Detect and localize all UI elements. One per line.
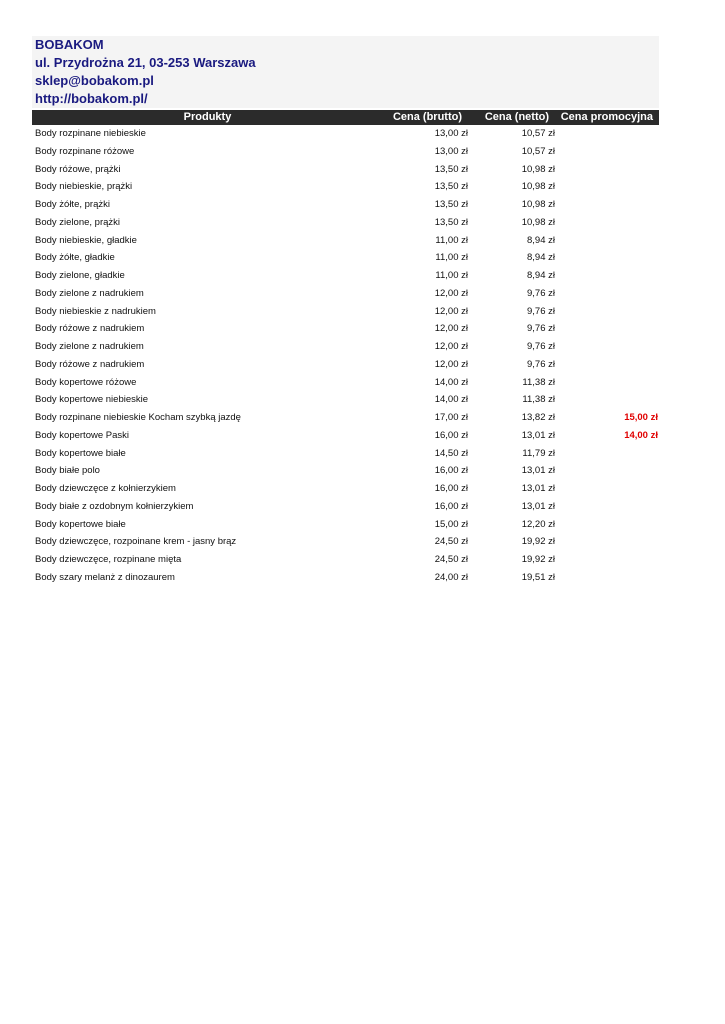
product-name: Body niebieskie z nadrukiem <box>35 305 156 317</box>
price-promo <box>555 374 659 392</box>
price-netto: 19,92 zł <box>521 536 555 548</box>
price-promo <box>555 232 659 250</box>
table-body <box>32 125 659 587</box>
price-netto: 10,98 zł <box>521 163 555 175</box>
price-brutto: 12,00 zł <box>434 341 468 352</box>
company-email[interactable]: sklep@bobakom.pl <box>32 72 659 90</box>
table-row <box>32 320 659 338</box>
product-name: Body zielone z nadrukiem <box>35 341 144 352</box>
price-brutto: 24,00 zł <box>434 571 468 583</box>
product-name: Body kopertowe różowe <box>35 376 137 388</box>
product-name: Body dziewczęce, rozpinane mięta <box>35 554 182 565</box>
price-netto: 10,98 zł <box>521 199 555 210</box>
price-promo: 14,00 zł <box>624 429 658 441</box>
price-netto: 11,38 zł <box>522 394 555 406</box>
table-row <box>32 214 659 232</box>
table-row <box>32 409 659 427</box>
price-netto: 10,57 zł <box>521 128 555 139</box>
price-promo <box>555 196 659 214</box>
price-promo <box>555 249 659 267</box>
table-header <box>32 110 659 125</box>
table-row <box>32 196 659 214</box>
table-row <box>32 267 659 285</box>
product-name: Body zielone, gładkie <box>35 270 125 281</box>
price-brutto: 16,00 zł <box>434 465 468 477</box>
table-row <box>32 178 659 196</box>
price-promo <box>555 125 659 143</box>
price-promo <box>555 445 659 463</box>
table-row <box>32 427 659 445</box>
product-name: Body kopertowe niebieskie <box>35 394 149 406</box>
price-promo <box>555 303 659 321</box>
price-brutto: 16,00 zł <box>434 483 468 494</box>
header-netto: Cena (netto) <box>484 111 549 123</box>
price-promo <box>555 516 659 534</box>
price-list <box>32 36 659 587</box>
table-row <box>32 285 659 303</box>
table-row <box>32 374 659 392</box>
price-brutto: 13,50 zł <box>434 199 468 210</box>
product-name: Body różowe z nadrukiem <box>35 358 145 370</box>
price-brutto: 13,50 zł <box>434 163 468 175</box>
price-netto: 13,82 zł <box>521 412 555 423</box>
price-promo <box>555 320 659 338</box>
price-brutto: 11,00 zł <box>435 252 468 264</box>
price-netto: 13,01 zł <box>521 483 555 494</box>
product-name: Body kopertowe białe <box>35 447 126 459</box>
table-row <box>32 391 659 409</box>
price-brutto: 12,00 zł <box>434 305 468 317</box>
table-row <box>32 533 659 551</box>
price-brutto: 16,00 zł <box>434 500 468 512</box>
price-netto: 10,57 zł <box>521 145 555 157</box>
table-row <box>32 551 659 569</box>
header-product: Produkty <box>183 111 232 123</box>
table-row <box>32 125 659 143</box>
price-netto: 10,98 zł <box>521 216 555 228</box>
product-name: Body szary melanż z dinozaurem <box>35 571 175 583</box>
price-netto: 8,94 zł <box>527 252 555 264</box>
product-name: Body żółte, gładkie <box>35 252 115 264</box>
price-promo <box>555 533 659 551</box>
product-name: Body zielone z nadrukiem <box>35 287 144 299</box>
price-brutto: 12,00 zł <box>434 287 468 299</box>
price-promo <box>555 338 659 356</box>
price-brutto: 12,00 zł <box>434 358 468 370</box>
price-promo <box>555 267 659 285</box>
price-promo <box>555 569 659 587</box>
price-brutto: 14,50 zł <box>434 447 468 459</box>
company-url[interactable]: http://bobakom.pl/ <box>32 90 659 108</box>
price-brutto: 16,00 zł <box>434 429 468 441</box>
price-netto: 9,76 zł <box>527 305 555 317</box>
price-netto: 8,94 zł <box>527 270 555 281</box>
price-brutto: 24,50 zł <box>434 536 468 548</box>
price-promo <box>555 285 659 303</box>
table-row <box>32 303 659 321</box>
price-promo <box>555 356 659 374</box>
price-brutto: 17,00 zł <box>434 412 468 423</box>
product-name: Body niebieskie, prążki <box>35 181 133 193</box>
price-promo: 15,00 zł <box>624 412 658 423</box>
product-name: Body żółte, prążki <box>35 199 110 210</box>
product-name: Body dziewczęce, rozpoinane krem - jasny brąz <box>35 536 237 548</box>
product-name: Body rozpinane niebieskie Kocham szybką jazdę <box>35 412 241 423</box>
price-promo <box>555 391 659 409</box>
product-name: Body rozpinane niebieskie <box>35 128 146 139</box>
price-netto: 9,76 zł <box>527 323 555 335</box>
price-brutto: 13,00 zł <box>434 145 468 157</box>
price-netto: 11,79 zł <box>522 447 555 459</box>
table-row <box>32 249 659 267</box>
price-promo <box>555 480 659 498</box>
price-netto: 11,38 zł <box>522 376 555 388</box>
product-name: Body kopertowe Paski <box>35 429 129 441</box>
price-brutto: 11,00 zł <box>435 234 468 246</box>
company-address: ul. Przydrożna 21, 03-253 Warszawa <box>32 54 659 72</box>
price-brutto: 13,50 zł <box>434 216 468 228</box>
table-row <box>32 498 659 516</box>
product-name: Body niebieskie, gładkie <box>35 234 137 246</box>
product-name: Body zielone, prążki <box>35 216 121 228</box>
product-name: Body białe polo <box>35 465 100 477</box>
price-brutto: 14,00 zł <box>434 394 468 406</box>
product-name: Body kopertowe białe <box>35 518 126 530</box>
table-row <box>32 445 659 463</box>
price-netto: 9,76 zł <box>527 358 555 370</box>
price-promo <box>555 143 659 161</box>
product-name: Body dziewczęce z kołnierzykiem <box>35 483 176 494</box>
price-promo <box>555 551 659 569</box>
table-row <box>32 462 659 480</box>
price-netto: 13,01 zł <box>521 500 555 512</box>
price-promo <box>555 498 659 516</box>
table-row <box>32 356 659 374</box>
price-brutto: 13,50 zł <box>434 181 468 193</box>
price-promo <box>555 161 659 179</box>
table-row <box>32 516 659 534</box>
company-name: BOBAKOM <box>32 36 659 54</box>
table-row <box>32 480 659 498</box>
price-netto: 10,98 zł <box>521 181 555 193</box>
price-netto: 9,76 zł <box>527 341 555 352</box>
price-netto: 13,01 zł <box>521 465 555 477</box>
price-netto: 19,92 zł <box>521 554 555 565</box>
table-row <box>32 161 659 179</box>
product-name: Body białe z ozdobnym kołnierzykiem <box>35 500 194 512</box>
table-row <box>32 569 659 587</box>
price-promo <box>555 214 659 232</box>
product-name: Body różowe z nadrukiem <box>35 323 145 335</box>
table-row <box>32 338 659 356</box>
price-brutto: 12,00 zł <box>434 323 468 335</box>
header-brutto: Cena (brutto) <box>392 111 462 123</box>
table-row <box>32 232 659 250</box>
price-netto: 8,94 zł <box>527 234 555 246</box>
price-brutto: 13,00 zł <box>434 128 468 139</box>
price-brutto: 11,00 zł <box>435 270 468 281</box>
header-promo: Cena promocyjna <box>560 111 653 123</box>
product-name: Body rozpinane różowe <box>35 145 135 157</box>
price-netto: 19,51 zł <box>521 571 555 583</box>
price-netto: 12,20 zł <box>521 518 555 530</box>
price-brutto: 14,00 zł <box>434 376 468 388</box>
price-netto: 9,76 zł <box>527 287 555 299</box>
price-brutto: 15,00 zł <box>434 518 468 530</box>
product-name: Body różowe, prążki <box>35 163 121 175</box>
price-promo <box>555 178 659 196</box>
price-promo <box>555 462 659 480</box>
price-brutto: 24,50 zł <box>434 554 468 565</box>
table-row <box>32 143 659 161</box>
price-netto: 13,01 zł <box>521 429 555 441</box>
